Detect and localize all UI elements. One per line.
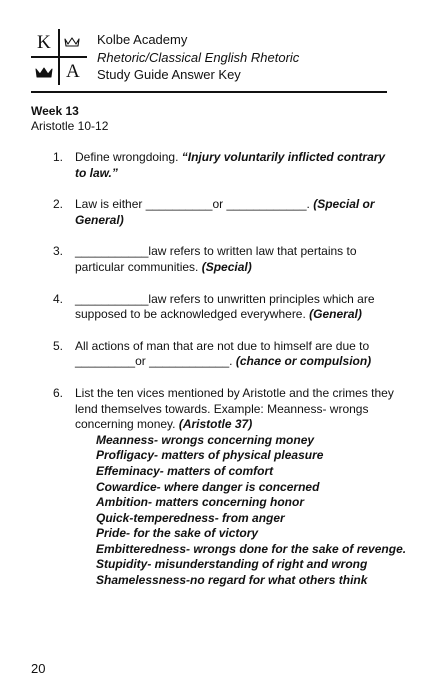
crown-outline-icon — [64, 36, 80, 48]
question-item — [0, 244, 444, 275]
vice-item: Pride- for the sake of victory — [96, 526, 259, 541]
vice-item: Meanness- wrongs concerning money — [96, 432, 315, 447]
question-text: ___________law refers to written law that pertains to particular communities. — [75, 244, 357, 274]
question-item — [0, 386, 444, 589]
document-type: Study Guide Answer Key — [97, 67, 241, 82]
vice-item: Embitteredness- wrongs done for the sake of revenge. — [96, 541, 407, 556]
question-text: ___________law refers to unwritten principles which are supposed to be acknowledged everywhere. — [75, 291, 375, 322]
question-number: 5. — [53, 338, 64, 353]
course-name: Rhetoric/Classical English Rhetoric — [97, 49, 300, 65]
vice-item: Effeminacy- matters of comfort — [96, 463, 274, 478]
question-answer: (Special) — [201, 259, 252, 274]
question-number: 6. — [53, 385, 64, 400]
question-answer: (General) — [309, 307, 362, 322]
kolbe-logo — [31, 29, 87, 85]
question-answer: (chance or compulsion) — [235, 354, 372, 369]
week-heading: Week 13 — [31, 104, 79, 118]
crown-filled-icon — [35, 66, 53, 79]
question-number: 4. — [53, 291, 64, 306]
vice-item: Quick-temperedness- from anger — [96, 510, 285, 525]
reading-assignment: Aristotle 10-12 — [31, 119, 109, 133]
question-text: All actions of man that are not due to himself are due to _________or ____________. — [75, 338, 370, 369]
question-item — [0, 150, 444, 181]
vice-item: Shamelessness-no regard for what others think — [96, 573, 368, 588]
logo-letter-k: K — [37, 32, 51, 53]
institution-name: Kolbe Academy — [97, 32, 188, 47]
question-text: Define wrongdoing. — [75, 150, 182, 164]
question-item — [0, 339, 444, 370]
question-number: 1. — [53, 150, 64, 164]
question-list — [0, 150, 444, 605]
question-answer: (Aristotle 37) — [178, 417, 253, 432]
question-text: Law is either __________or ____________. — [75, 197, 314, 212]
question-answer: “Injury voluntarily inflicted contrary to law.” — [75, 150, 386, 180]
vice-item: Cowardice- where danger is concerned — [96, 479, 320, 494]
question-answer: (Special or General) — [75, 197, 375, 227]
header-rule — [31, 91, 387, 93]
question-item — [0, 292, 444, 323]
document-header — [97, 31, 299, 84]
vice-item: Ambition- matters concerning honor — [96, 495, 305, 510]
question-text: List the ten vices mentioned by Aristotle and the crimes they lend themselves towards. Example: Meanness- wrongs concerning money. — [75, 385, 394, 432]
logo-letter-a: A — [66, 61, 80, 82]
question-number: 3. — [53, 244, 64, 259]
vice-item: Stupidity- misunderstanding of right and wrong — [96, 557, 368, 572]
question-number: 2. — [53, 197, 64, 212]
question-item — [0, 197, 444, 228]
page-number: 20 — [31, 661, 46, 676]
logo-horizontal-divider — [31, 56, 87, 58]
vice-item: Profligacy- matters of physical pleasure — [96, 448, 324, 463]
vices-list — [96, 432, 407, 589]
